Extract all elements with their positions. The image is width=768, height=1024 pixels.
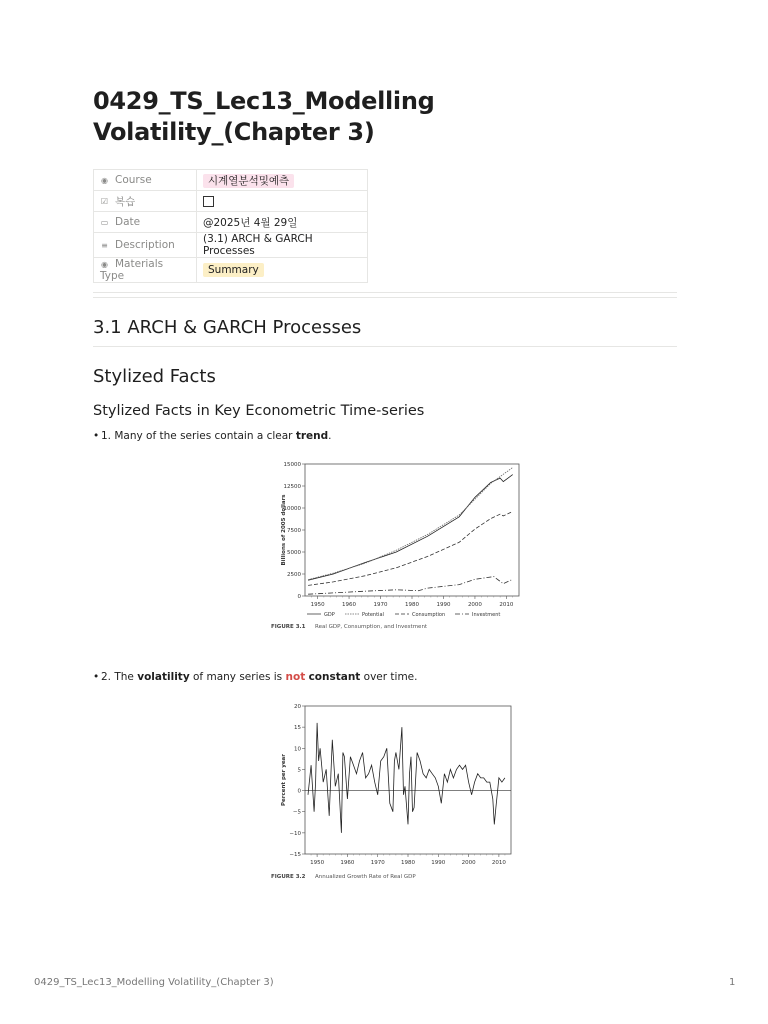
x-tick-label: 1990 [436,602,451,608]
y-tick-label: 5 [297,767,301,774]
x-tick-label: 2000 [461,860,476,866]
y-tick-label: 20 [294,704,301,710]
y-tick-label: 2500 [287,572,301,578]
figure-caption-text: Annualized Growth Rate of Real GDP [315,874,416,880]
list-item: • 1. Many of the series contain a clear trend. [101,430,332,442]
property-row-description [94,233,368,258]
x-tick-label: 2010 [491,860,506,866]
x-tick-label: 1950 [310,602,325,608]
x-tick-label: 1980 [401,860,415,866]
page-title: 0429_TS_Lec13_Modelling Volatility_(Chapter 3) [93,87,435,146]
text-lines-icon: ≡ [101,240,108,250]
y-tick-label: 10000 [283,506,301,512]
x-tick-label: 2010 [499,602,514,608]
heading-divider [93,346,677,347]
circle-dot-icon: ◉ [101,259,108,269]
review-checkbox[interactable] [203,196,214,207]
plot-frame [305,706,511,854]
y-tick-label: −5 [292,809,301,816]
property-key: Course [115,174,152,186]
figure-3-1 [269,458,525,634]
date-value[interactable]: @2025년 4월 29일 [203,216,298,229]
x-tick-label: 1960 [340,860,355,866]
y-tick-label: 0 [297,788,301,795]
section-heading-h3: Stylized Facts in Key Econometric Time-series [93,403,425,419]
section-heading-h2: Stylized Facts [93,366,216,387]
footer-title: 0429_TS_Lec13_Modelling Volatility_(Chapter 3) [34,977,274,988]
y-tick-label: 10 [294,746,301,753]
property-row-date [94,212,368,233]
page-number: 1 [729,977,736,988]
y-tick-label: 7500 [287,528,301,534]
materials-type-tag[interactable]: Summary [203,263,264,277]
property-row-course [94,170,368,191]
figure-caption-text: Real GDP, Consumption, and Investment [315,624,428,630]
description-value[interactable]: (3.1) ARCH & GARCH Processes [203,233,313,257]
x-tick-label: 1960 [342,602,357,608]
x-tick-label: 1950 [310,860,325,866]
line-chart-gdp [269,458,525,634]
divider [93,297,677,298]
x-tick-label: 1980 [405,602,419,608]
properties-table [93,169,368,283]
y-tick-label: −15 [289,852,301,858]
calendar-icon: ▭ [100,217,109,227]
property-key: Materials Type [100,258,164,282]
x-tick-label: 1970 [370,860,385,866]
y-tick-label: 15000 [283,462,301,468]
y-tick-label: 15 [294,725,301,732]
line-chart-growth [267,700,525,884]
section-heading-h1: 3.1 ARCH & GARCH Processes [93,317,362,338]
legend-entry: Consumption [412,612,446,618]
legend-entry: GDP [324,612,335,618]
list-item: • 2. The volatility of many series is not constant over time. [101,671,417,683]
x-tick-label: 1970 [373,602,388,608]
y-axis-label: Percent per year [281,754,287,806]
property-row-review [94,191,368,212]
x-tick-label: 1990 [431,860,446,866]
circle-dot-icon: ◉ [101,175,108,185]
legend-entry: Investment [472,612,501,618]
property-row-materials-type [94,258,368,283]
y-tick-label: 0 [297,594,301,600]
figure-caption-label: FIGURE 3.2 [271,874,306,880]
course-tag[interactable]: 시계열분석및예측 [203,174,294,188]
figure-3-2 [267,700,525,884]
legend-entry: Potential [362,612,384,618]
plot-frame [305,464,519,596]
checkbox-icon: ☑ [100,197,109,206]
y-axis-label: Billions of 2005 dollars [281,494,287,566]
y-tick-label: −10 [289,830,301,837]
figure-caption-label: FIGURE 3.1 [271,624,306,630]
property-key: 복습 [115,195,136,208]
y-tick-label: 5000 [287,550,301,556]
y-tick-label: 12500 [283,484,301,490]
property-key: Description [115,239,175,251]
property-key: Date [115,216,141,228]
divider [93,292,677,293]
x-tick-label: 2000 [467,602,482,608]
